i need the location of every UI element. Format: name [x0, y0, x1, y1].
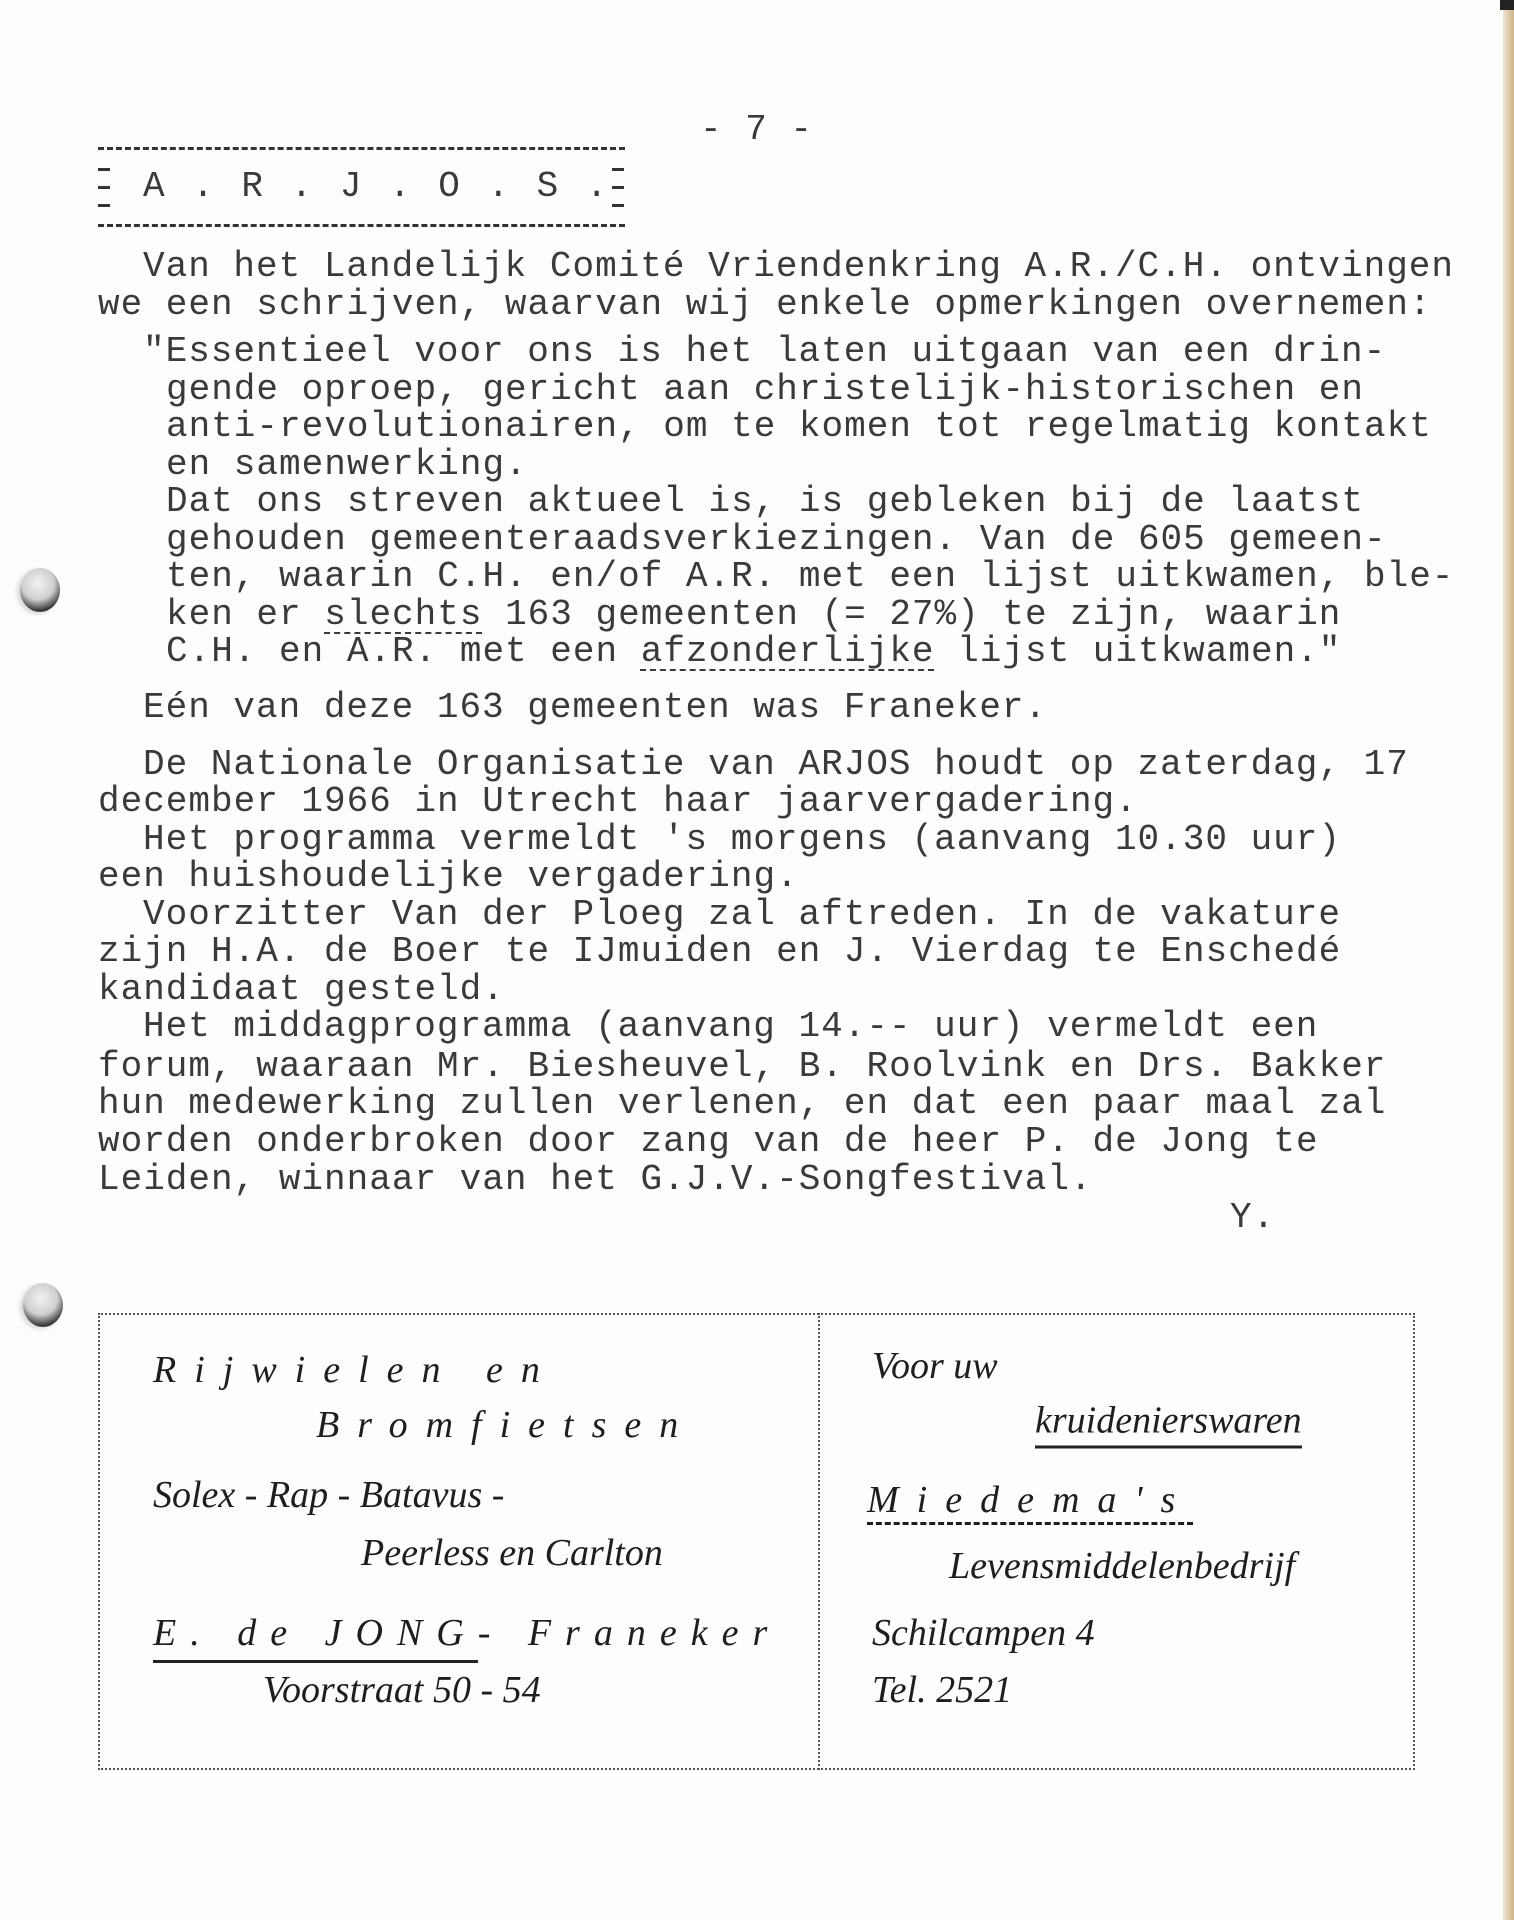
shop-town: - Franeker — [477, 1612, 782, 1654]
body-line: forum, waaraan Mr. Biesheuvel, B. Roolvink en Drs. Bakker — [98, 1046, 1387, 1087]
text: ken er — [166, 594, 325, 635]
quote-line: "Essentieel voor ons is het laten uitgaan van een drin- — [143, 331, 1387, 372]
heading-right-mark — [612, 186, 624, 189]
punch-hole — [23, 1283, 63, 1327]
heading-left-mark — [98, 168, 110, 171]
heading-bottom-rule — [98, 224, 625, 227]
quote-line: en samenwerking. — [166, 444, 528, 485]
ad-brands: Solex - Rap - Batavus - — [153, 1474, 505, 1516]
ad-address: Voorstraat 50 - 54 — [263, 1669, 541, 1711]
ad-address: Schilcampen 4 — [872, 1612, 1095, 1654]
quote-line: anti-revolutionairen, om te komen tot regelmatig kontakt — [166, 406, 1432, 447]
body-line: zijn H.A. de Boer te IJmuiden en J. Vierdag te Enschedé — [98, 931, 1342, 972]
section-title: A . R . J . O . S . — [143, 166, 611, 207]
body-line: Eén van deze 163 gemeenten was Franeker. — [143, 687, 1048, 728]
underlined-word: afzonderlijke — [640, 631, 935, 672]
text: lijst uitkwamen." — [934, 631, 1342, 672]
ad-shop-name: Miedema's — [867, 1479, 1194, 1521]
ad-shop-name — [153, 1614, 781, 1652]
quote-line: ten, waarin C.H. en/of A.R. met een lijst uitkwamen, ble- — [166, 556, 1455, 597]
body-line: december 1966 in Utrecht haar jaarvergadering. — [98, 781, 1138, 822]
paper-edge — [1503, 0, 1514, 1920]
ad-phone: Tel. 2521 — [872, 1669, 1013, 1711]
heading-left-mark — [98, 204, 110, 207]
text: C.H. en A.R. met een — [166, 631, 641, 672]
page-number: - 7 - — [700, 109, 814, 150]
heading-right-mark — [612, 204, 624, 207]
body-line: De Nationale Organisatie van ARJOS houdt op zaterdag, 17 — [143, 744, 1409, 785]
body-line: Van het Landelijk Comité Vriendenkring A.R./C.H. ontvingen — [143, 246, 1455, 287]
punch-hole — [20, 568, 60, 612]
body-line: Het middagprogramma (aanvang 14.-- uur) vermeldt een — [143, 1006, 1319, 1047]
ad-heading: kruidenierswaren — [1035, 1402, 1302, 1449]
quote-line: Dat ons streven aktueel is, is gebleken bij de laatst — [166, 481, 1364, 522]
body-line: hun medewerking zullen verlenen, en dat een paar maal zal — [98, 1083, 1387, 1124]
body-line: we een schrijven, waarvan wij enkele opmerkingen overnemen: — [98, 284, 1432, 325]
ad-heading: Rijwielen en — [153, 1349, 558, 1391]
body-line: Voorzitter Van der Ploeg zal aftreden. In de vakature — [143, 894, 1341, 935]
underlined-word: slechts — [324, 594, 483, 635]
heading-left-mark — [98, 186, 110, 189]
quote-line — [166, 631, 1342, 672]
shop-owner: E. de JONG — [153, 1612, 478, 1663]
body-line: een huishoudelijke vergadering. — [98, 856, 799, 897]
paper-corner — [1500, 0, 1514, 10]
ad-shop-type: Levensmiddelenbedrijf — [949, 1545, 1296, 1587]
body-line: worden onderbroken door zang van de heer P. de Jong te — [98, 1121, 1319, 1162]
author-signature: Y. — [1230, 1197, 1276, 1238]
ad-heading: Bromfietsen — [316, 1404, 697, 1446]
text — [166, 631, 1341, 672]
heading-top-rule — [98, 147, 625, 150]
quote-line: gende oproep, gericht aan christelijk-historischen en — [166, 369, 1364, 410]
body-line: Leiden, winnaar van het G.J.V.-Songfestival. — [98, 1159, 1093, 1200]
quote-line: gehouden gemeenteraadsverkiezingen. Van de 605 gemeen- — [166, 519, 1387, 560]
ad-brands: Peerless en Carlton — [361, 1532, 663, 1574]
heading-right-mark — [612, 168, 624, 171]
advertisement-divider — [818, 1313, 820, 1770]
ad-intro: Voor uw — [872, 1345, 998, 1387]
body-line: Het programma vermeldt 's morgens (aanvang 10.30 uur) — [143, 819, 1341, 860]
text: 163 gemeenten (= 27%) te zijn, waarin — [482, 594, 1342, 635]
body-line: kandidaat gesteld. — [98, 969, 505, 1010]
quote-line — [166, 594, 1342, 635]
